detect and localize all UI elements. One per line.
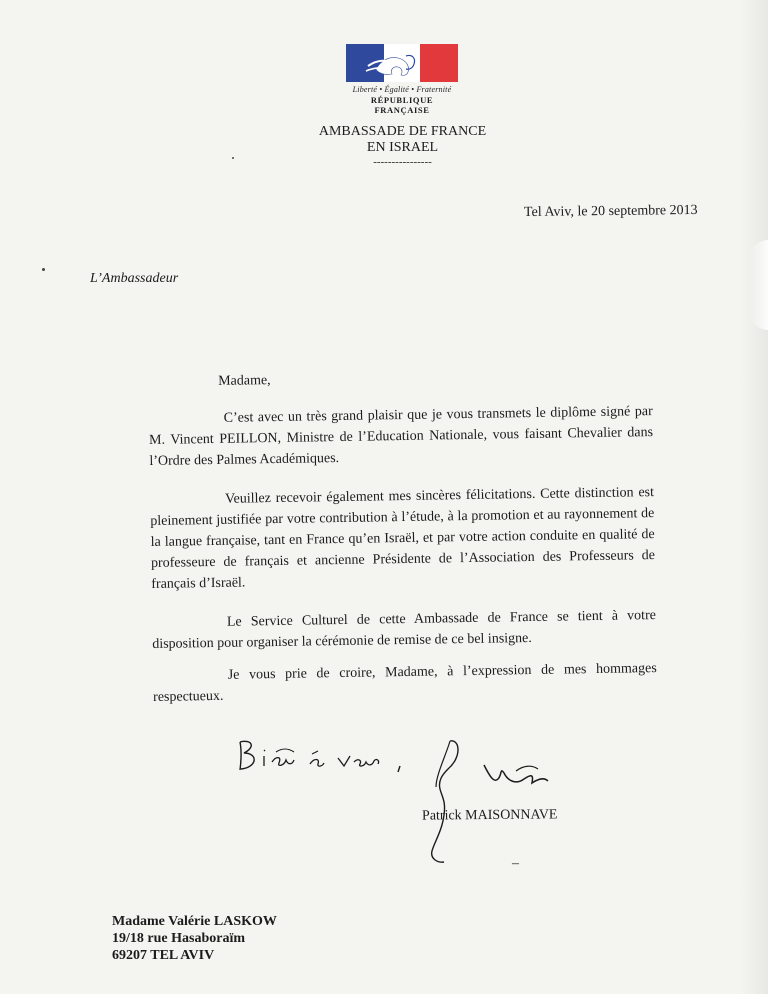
sender-role: L’Ambassadeur	[90, 271, 179, 286]
signer-name: Patrick MAISONNAVE	[421, 807, 558, 824]
recipient-street: 19/18 rue Hasaboraïm	[112, 931, 245, 946]
recipient-name: Madame Valérie LASKOW	[112, 914, 277, 929]
motto: Liberté • Égalité • Fraternité	[352, 85, 452, 94]
embassy-country: EN ISRAEL	[366, 140, 439, 155]
closing-formula: Je vous prie de croire, Madame, à l’expression de mes hommages respectueux.	[152, 661, 657, 705]
recipient-city: 69207 TEL AVIV	[112, 948, 215, 963]
signature-dash: –	[512, 856, 519, 871]
embassy-name: AMBASSADE DE FRANCE	[318, 124, 487, 139]
scan-speck	[42, 268, 45, 271]
embassy-divider: ----------------	[373, 156, 432, 168]
letter-body	[148, 364, 657, 708]
paragraph-3: Le Service Culturel de cette Ambassade de France se tient à votre disposition pour organiser la cérémonie de remise de ce bel insigne.	[152, 608, 657, 652]
scan-speck	[232, 157, 234, 159]
salutation: Madame,	[218, 373, 271, 389]
handwritten-note-text	[236, 744, 304, 760]
signature-mark	[420, 735, 570, 865]
republique-francaise-logo	[346, 44, 458, 115]
embassy-header	[300, 124, 505, 168]
scan-shadow	[740, 0, 768, 994]
scan-fold	[750, 240, 768, 330]
paragraph-1: C’est avec un très grand plaisir que je vous transmets le diplôme signé par M. Vincent PEILLON, Ministre de l’Education Nationale, vous faisant Chevalier dans l’Ordre des Palmes Académiques.	[148, 404, 654, 469]
recipient-address	[112, 913, 277, 964]
republique-francaise-label: RÉPUBLIQUE FRANÇAISE	[370, 95, 434, 115]
marianne-flag-icon	[346, 44, 458, 82]
letter-date: Tel Aviv, le 20 septembre 2013	[523, 202, 698, 221]
paragraph-2: Veuillez recevoir également mes sincères félicitations. Cette distinction est pleinement justifiée par votre contribution à l’étude, à la promotion et au rayonnement de la langue française, tant en France qu’en Israël, et par votre action conduite en qualité de professeure de français et ancienne Présidente de l’Association des Professeurs de français d’Israël.	[150, 485, 656, 592]
